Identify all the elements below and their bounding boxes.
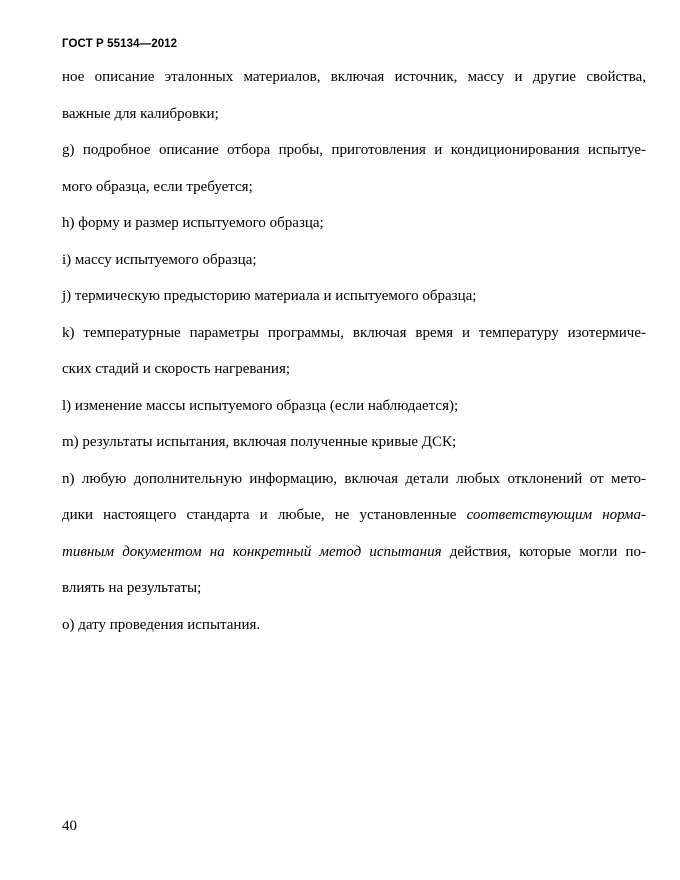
text-span: k) температурные параметры программы, включая время и температуру изотермиче- (62, 324, 646, 341)
list-item-n-continued-2 (62, 541, 646, 578)
text-span: g) подробное описание отбора пробы, приготовления и кондиционирования испытуе- (62, 142, 646, 158)
text-span: h) форму и размер испытуемого образца; (62, 215, 324, 231)
list-item-m (62, 431, 646, 468)
list-item-k-continued (62, 358, 646, 395)
page-header (62, 38, 177, 50)
text-span: важные для калибровки; (62, 105, 219, 122)
document-body (62, 66, 646, 650)
text-span: m) результаты испытания, включая полученные кривые ДСК; (62, 434, 457, 450)
text-span: ских стадий и скорость нагревания; (62, 361, 291, 377)
italic-text-span: соответствующим норма- (466, 507, 646, 523)
list-item-g-continued (62, 176, 646, 213)
text-span: влиять на результаты; (62, 580, 202, 596)
standard-id: ГОСТ Р 55134—2012 (62, 38, 178, 50)
text-span: ное описание эталонных материалов, включая источник, массу и другие свойства, (62, 69, 646, 85)
text-span: о) дату проведения испытания. (62, 616, 261, 633)
list-item-j (62, 285, 646, 322)
text-span: мого образца, если требуется; (62, 178, 253, 195)
text-span: дики настоящего стандарта и любые, не установленные (62, 507, 467, 523)
text-span: действия, которые могли по- (441, 543, 646, 560)
list-item-h (62, 212, 646, 249)
list-item-g (62, 139, 646, 176)
list-item-k (62, 322, 646, 359)
italic-text-span: тивным документом на конкретный метод испытания (62, 543, 442, 560)
text-span: n) любую дополнительную информацию, включая детали любых отклонений от мето- (62, 470, 646, 487)
list-item-n-continued-3 (62, 577, 646, 614)
list-item-l (62, 395, 646, 432)
text-line-2 (62, 103, 646, 140)
page-number: 40 (62, 818, 77, 834)
text-line-1 (62, 66, 646, 103)
list-item-i (62, 249, 646, 286)
text-span: j) термическую предысторию материала и испытуемого образца; (62, 288, 477, 304)
text-span: l) изменение массы испытуемого образца (если наблюдается); (62, 397, 459, 414)
list-item-n (62, 468, 646, 505)
list-item-o (62, 614, 646, 651)
list-item-n-continued-1 (62, 504, 646, 541)
text-span: i) массу испытуемого образца; (62, 251, 257, 268)
